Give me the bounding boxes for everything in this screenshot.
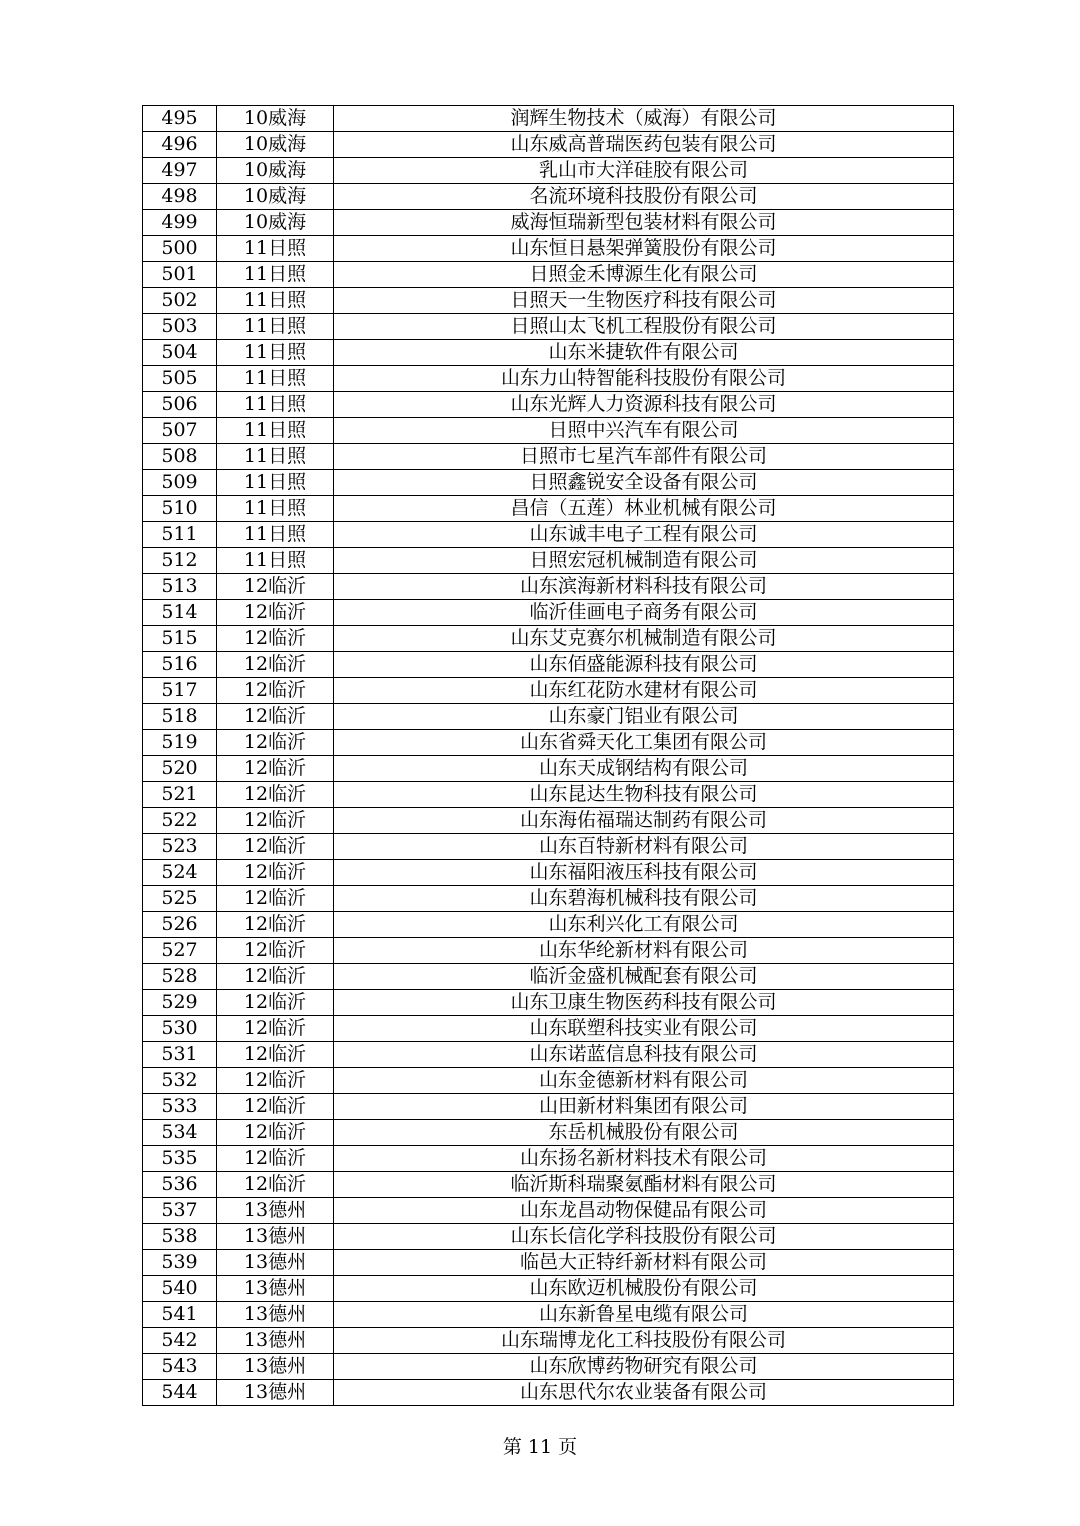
row-number-cell: 525 [143, 886, 217, 912]
company-name-cell: 临沂佳画电子商务有限公司 [334, 600, 954, 626]
region-cell: 12临沂 [217, 678, 334, 704]
company-name-cell: 临邑大正特纤新材料有限公司 [334, 1250, 954, 1276]
region-cell: 13德州 [217, 1380, 334, 1406]
row-number-cell: 544 [143, 1380, 217, 1406]
region-cell: 12临沂 [217, 704, 334, 730]
table-row [143, 1354, 954, 1380]
table-row [143, 626, 954, 652]
row-number-cell: 518 [143, 704, 217, 730]
region-cell: 12临沂 [217, 1016, 334, 1042]
row-number-cell: 527 [143, 938, 217, 964]
company-name-cell: 山东扬名新材料技术有限公司 [334, 1146, 954, 1172]
company-name-cell: 山东思代尔农业装备有限公司 [334, 1380, 954, 1406]
table-row [143, 418, 954, 444]
row-number-cell: 499 [143, 210, 217, 236]
company-name-cell: 山东欧迈机械股份有限公司 [334, 1276, 954, 1302]
row-number-cell: 526 [143, 912, 217, 938]
row-number-cell: 539 [143, 1250, 217, 1276]
table-row [143, 1224, 954, 1250]
region-cell: 12临沂 [217, 886, 334, 912]
row-number-cell: 495 [143, 106, 217, 132]
row-number-cell: 530 [143, 1016, 217, 1042]
company-name-cell: 山东新鲁星电缆有限公司 [334, 1302, 954, 1328]
row-number-cell: 509 [143, 470, 217, 496]
region-cell: 12临沂 [217, 1094, 334, 1120]
company-name-cell: 山东卫康生物医药科技有限公司 [334, 990, 954, 1016]
region-cell: 11日照 [217, 288, 334, 314]
region-cell: 11日照 [217, 496, 334, 522]
row-number-cell: 510 [143, 496, 217, 522]
row-number-cell: 500 [143, 236, 217, 262]
company-name-cell: 山东金德新材料有限公司 [334, 1068, 954, 1094]
table-row [143, 236, 954, 262]
company-name-cell: 山东光辉人力资源科技有限公司 [334, 392, 954, 418]
company-name-cell: 山东佰盛能源科技有限公司 [334, 652, 954, 678]
company-name-cell: 日照天一生物医疗科技有限公司 [334, 288, 954, 314]
company-name-cell: 山东百特新材料有限公司 [334, 834, 954, 860]
company-name-cell: 威海恒瑞新型包装材料有限公司 [334, 210, 954, 236]
region-cell: 13德州 [217, 1198, 334, 1224]
company-name-cell: 山东米捷软件有限公司 [334, 340, 954, 366]
region-cell: 11日照 [217, 314, 334, 340]
table-row [143, 106, 954, 132]
row-number-cell: 529 [143, 990, 217, 1016]
region-cell: 11日照 [217, 548, 334, 574]
region-cell: 13德州 [217, 1328, 334, 1354]
table-row [143, 444, 954, 470]
row-number-cell: 504 [143, 340, 217, 366]
company-name-cell: 山东恒日悬架弹簧股份有限公司 [334, 236, 954, 262]
table-row [143, 990, 954, 1016]
row-number-cell: 537 [143, 1198, 217, 1224]
row-number-cell: 541 [143, 1302, 217, 1328]
table-row [143, 496, 954, 522]
region-cell: 10威海 [217, 158, 334, 184]
company-name-cell: 日照中兴汽车有限公司 [334, 418, 954, 444]
region-cell: 12临沂 [217, 912, 334, 938]
table-row [143, 1042, 954, 1068]
table-row [143, 652, 954, 678]
row-number-cell: 535 [143, 1146, 217, 1172]
region-cell: 11日照 [217, 262, 334, 288]
table-row [143, 1380, 954, 1406]
row-number-cell: 513 [143, 574, 217, 600]
table-row [143, 730, 954, 756]
company-name-cell: 山东力山特智能科技股份有限公司 [334, 366, 954, 392]
row-number-cell: 507 [143, 418, 217, 444]
table-row [143, 470, 954, 496]
row-number-cell: 502 [143, 288, 217, 314]
row-number-cell: 522 [143, 808, 217, 834]
region-cell: 12临沂 [217, 626, 334, 652]
region-cell: 11日照 [217, 522, 334, 548]
region-cell: 10威海 [217, 184, 334, 210]
table-row [143, 704, 954, 730]
company-name-cell: 日照宏冠机械制造有限公司 [334, 548, 954, 574]
table-row [143, 886, 954, 912]
table-row [143, 1068, 954, 1094]
region-cell: 13德州 [217, 1276, 334, 1302]
table-row [143, 1276, 954, 1302]
table-row [143, 808, 954, 834]
company-name-cell: 山东豪门铝业有限公司 [334, 704, 954, 730]
row-number-cell: 536 [143, 1172, 217, 1198]
table-row [143, 1250, 954, 1276]
company-name-cell: 山东红花防水建材有限公司 [334, 678, 954, 704]
table-row [143, 340, 954, 366]
region-cell: 12临沂 [217, 1146, 334, 1172]
table-row [143, 314, 954, 340]
table-row [143, 366, 954, 392]
company-name-cell: 名流环境科技股份有限公司 [334, 184, 954, 210]
region-cell: 12临沂 [217, 834, 334, 860]
row-number-cell: 542 [143, 1328, 217, 1354]
row-number-cell: 519 [143, 730, 217, 756]
region-cell: 12临沂 [217, 964, 334, 990]
region-cell: 12临沂 [217, 860, 334, 886]
table-row [143, 1172, 954, 1198]
region-cell: 12临沂 [217, 730, 334, 756]
region-cell: 12临沂 [217, 756, 334, 782]
region-cell: 12临沂 [217, 808, 334, 834]
region-cell: 11日照 [217, 340, 334, 366]
row-number-cell: 505 [143, 366, 217, 392]
company-name-cell: 山东昆达生物科技有限公司 [334, 782, 954, 808]
company-name-cell: 山东瑞博龙化工科技股份有限公司 [334, 1328, 954, 1354]
company-name-cell: 山东艾克赛尔机械制造有限公司 [334, 626, 954, 652]
table-row [143, 860, 954, 886]
region-cell: 12临沂 [217, 1120, 334, 1146]
row-number-cell: 508 [143, 444, 217, 470]
region-cell: 11日照 [217, 236, 334, 262]
region-cell: 13德州 [217, 1354, 334, 1380]
region-cell: 11日照 [217, 470, 334, 496]
table-row [143, 964, 954, 990]
region-cell: 12临沂 [217, 990, 334, 1016]
company-name-cell: 山东滨海新材料科技有限公司 [334, 574, 954, 600]
row-number-cell: 533 [143, 1094, 217, 1120]
region-cell: 12临沂 [217, 782, 334, 808]
table-row [143, 1094, 954, 1120]
table-row [143, 1016, 954, 1042]
company-name-cell: 日照鑫锐安全设备有限公司 [334, 470, 954, 496]
company-name-cell: 山田新材料集团有限公司 [334, 1094, 954, 1120]
table-row [143, 1198, 954, 1224]
company-name-cell: 临沂金盛机械配套有限公司 [334, 964, 954, 990]
company-name-cell: 山东诺蓝信息科技有限公司 [334, 1042, 954, 1068]
row-number-cell: 538 [143, 1224, 217, 1250]
company-name-cell: 山东天成钢结构有限公司 [334, 756, 954, 782]
company-list-table [142, 105, 954, 1406]
table-row [143, 1146, 954, 1172]
company-name-cell: 山东联塑科技实业有限公司 [334, 1016, 954, 1042]
table-row [143, 158, 954, 184]
row-number-cell: 503 [143, 314, 217, 340]
row-number-cell: 512 [143, 548, 217, 574]
table-row [143, 834, 954, 860]
region-cell: 11日照 [217, 366, 334, 392]
table-row [143, 392, 954, 418]
table-row [143, 522, 954, 548]
company-name-cell: 山东诚丰电子工程有限公司 [334, 522, 954, 548]
row-number-cell: 516 [143, 652, 217, 678]
region-cell: 13德州 [217, 1250, 334, 1276]
region-cell: 11日照 [217, 392, 334, 418]
company-name-cell: 日照市七星汽车部件有限公司 [334, 444, 954, 470]
table-row [143, 574, 954, 600]
region-cell: 13德州 [217, 1224, 334, 1250]
table-row [143, 600, 954, 626]
region-cell: 10威海 [217, 106, 334, 132]
table-row [143, 782, 954, 808]
company-name-cell: 山东华纶新材料有限公司 [334, 938, 954, 964]
company-name-cell: 临沂斯科瑞聚氨酯材料有限公司 [334, 1172, 954, 1198]
company-name-cell: 日照山太飞机工程股份有限公司 [334, 314, 954, 340]
row-number-cell: 498 [143, 184, 217, 210]
row-number-cell: 528 [143, 964, 217, 990]
row-number-cell: 496 [143, 132, 217, 158]
company-name-cell: 山东欣博药物研究有限公司 [334, 1354, 954, 1380]
company-name-cell: 山东威高普瑞医药包装有限公司 [334, 132, 954, 158]
region-cell: 12临沂 [217, 574, 334, 600]
table-row [143, 1120, 954, 1146]
company-name-cell: 山东利兴化工有限公司 [334, 912, 954, 938]
table-row [143, 912, 954, 938]
region-cell: 11日照 [217, 444, 334, 470]
region-cell: 12临沂 [217, 1068, 334, 1094]
company-name-cell: 山东福阳液压科技有限公司 [334, 860, 954, 886]
region-cell: 10威海 [217, 132, 334, 158]
row-number-cell: 517 [143, 678, 217, 704]
region-cell: 12临沂 [217, 1172, 334, 1198]
table-row [143, 1328, 954, 1354]
company-name-cell: 日照金禾博源生化有限公司 [334, 262, 954, 288]
company-name-cell: 山东长信化学科技股份有限公司 [334, 1224, 954, 1250]
company-list-body [143, 106, 954, 1406]
company-name-cell: 乳山市大洋硅胶有限公司 [334, 158, 954, 184]
company-name-cell: 山东碧海机械科技有限公司 [334, 886, 954, 912]
row-number-cell: 543 [143, 1354, 217, 1380]
page-number: 第 11 页 [502, 1436, 578, 1458]
row-number-cell: 532 [143, 1068, 217, 1094]
table-row [143, 548, 954, 574]
region-cell: 13德州 [217, 1302, 334, 1328]
row-number-cell: 514 [143, 600, 217, 626]
row-number-cell: 506 [143, 392, 217, 418]
table-row [143, 184, 954, 210]
company-name-cell: 山东海佑福瑞达制药有限公司 [334, 808, 954, 834]
row-number-cell: 497 [143, 158, 217, 184]
region-cell: 12临沂 [217, 600, 334, 626]
company-name-cell: 东岳机械股份有限公司 [334, 1120, 954, 1146]
table-row [143, 210, 954, 236]
region-cell: 12临沂 [217, 1042, 334, 1068]
row-number-cell: 534 [143, 1120, 217, 1146]
table-row [143, 756, 954, 782]
row-number-cell: 521 [143, 782, 217, 808]
row-number-cell: 520 [143, 756, 217, 782]
region-cell: 10威海 [217, 210, 334, 236]
table-row [143, 132, 954, 158]
row-number-cell: 531 [143, 1042, 217, 1068]
row-number-cell: 515 [143, 626, 217, 652]
company-name-cell: 润辉生物技术（威海）有限公司 [334, 106, 954, 132]
table-row [143, 678, 954, 704]
row-number-cell: 511 [143, 522, 217, 548]
row-number-cell: 523 [143, 834, 217, 860]
table-row [143, 262, 954, 288]
region-cell: 12临沂 [217, 652, 334, 678]
table-row [143, 288, 954, 314]
table-row [143, 1302, 954, 1328]
company-name-cell: 山东龙昌动物保健品有限公司 [334, 1198, 954, 1224]
row-number-cell: 524 [143, 860, 217, 886]
row-number-cell: 501 [143, 262, 217, 288]
row-number-cell: 540 [143, 1276, 217, 1302]
company-name-cell: 昌信（五莲）林业机械有限公司 [334, 496, 954, 522]
region-cell: 12临沂 [217, 938, 334, 964]
company-name-cell: 山东省舜天化工集团有限公司 [334, 730, 954, 756]
region-cell: 11日照 [217, 418, 334, 444]
table-row [143, 938, 954, 964]
